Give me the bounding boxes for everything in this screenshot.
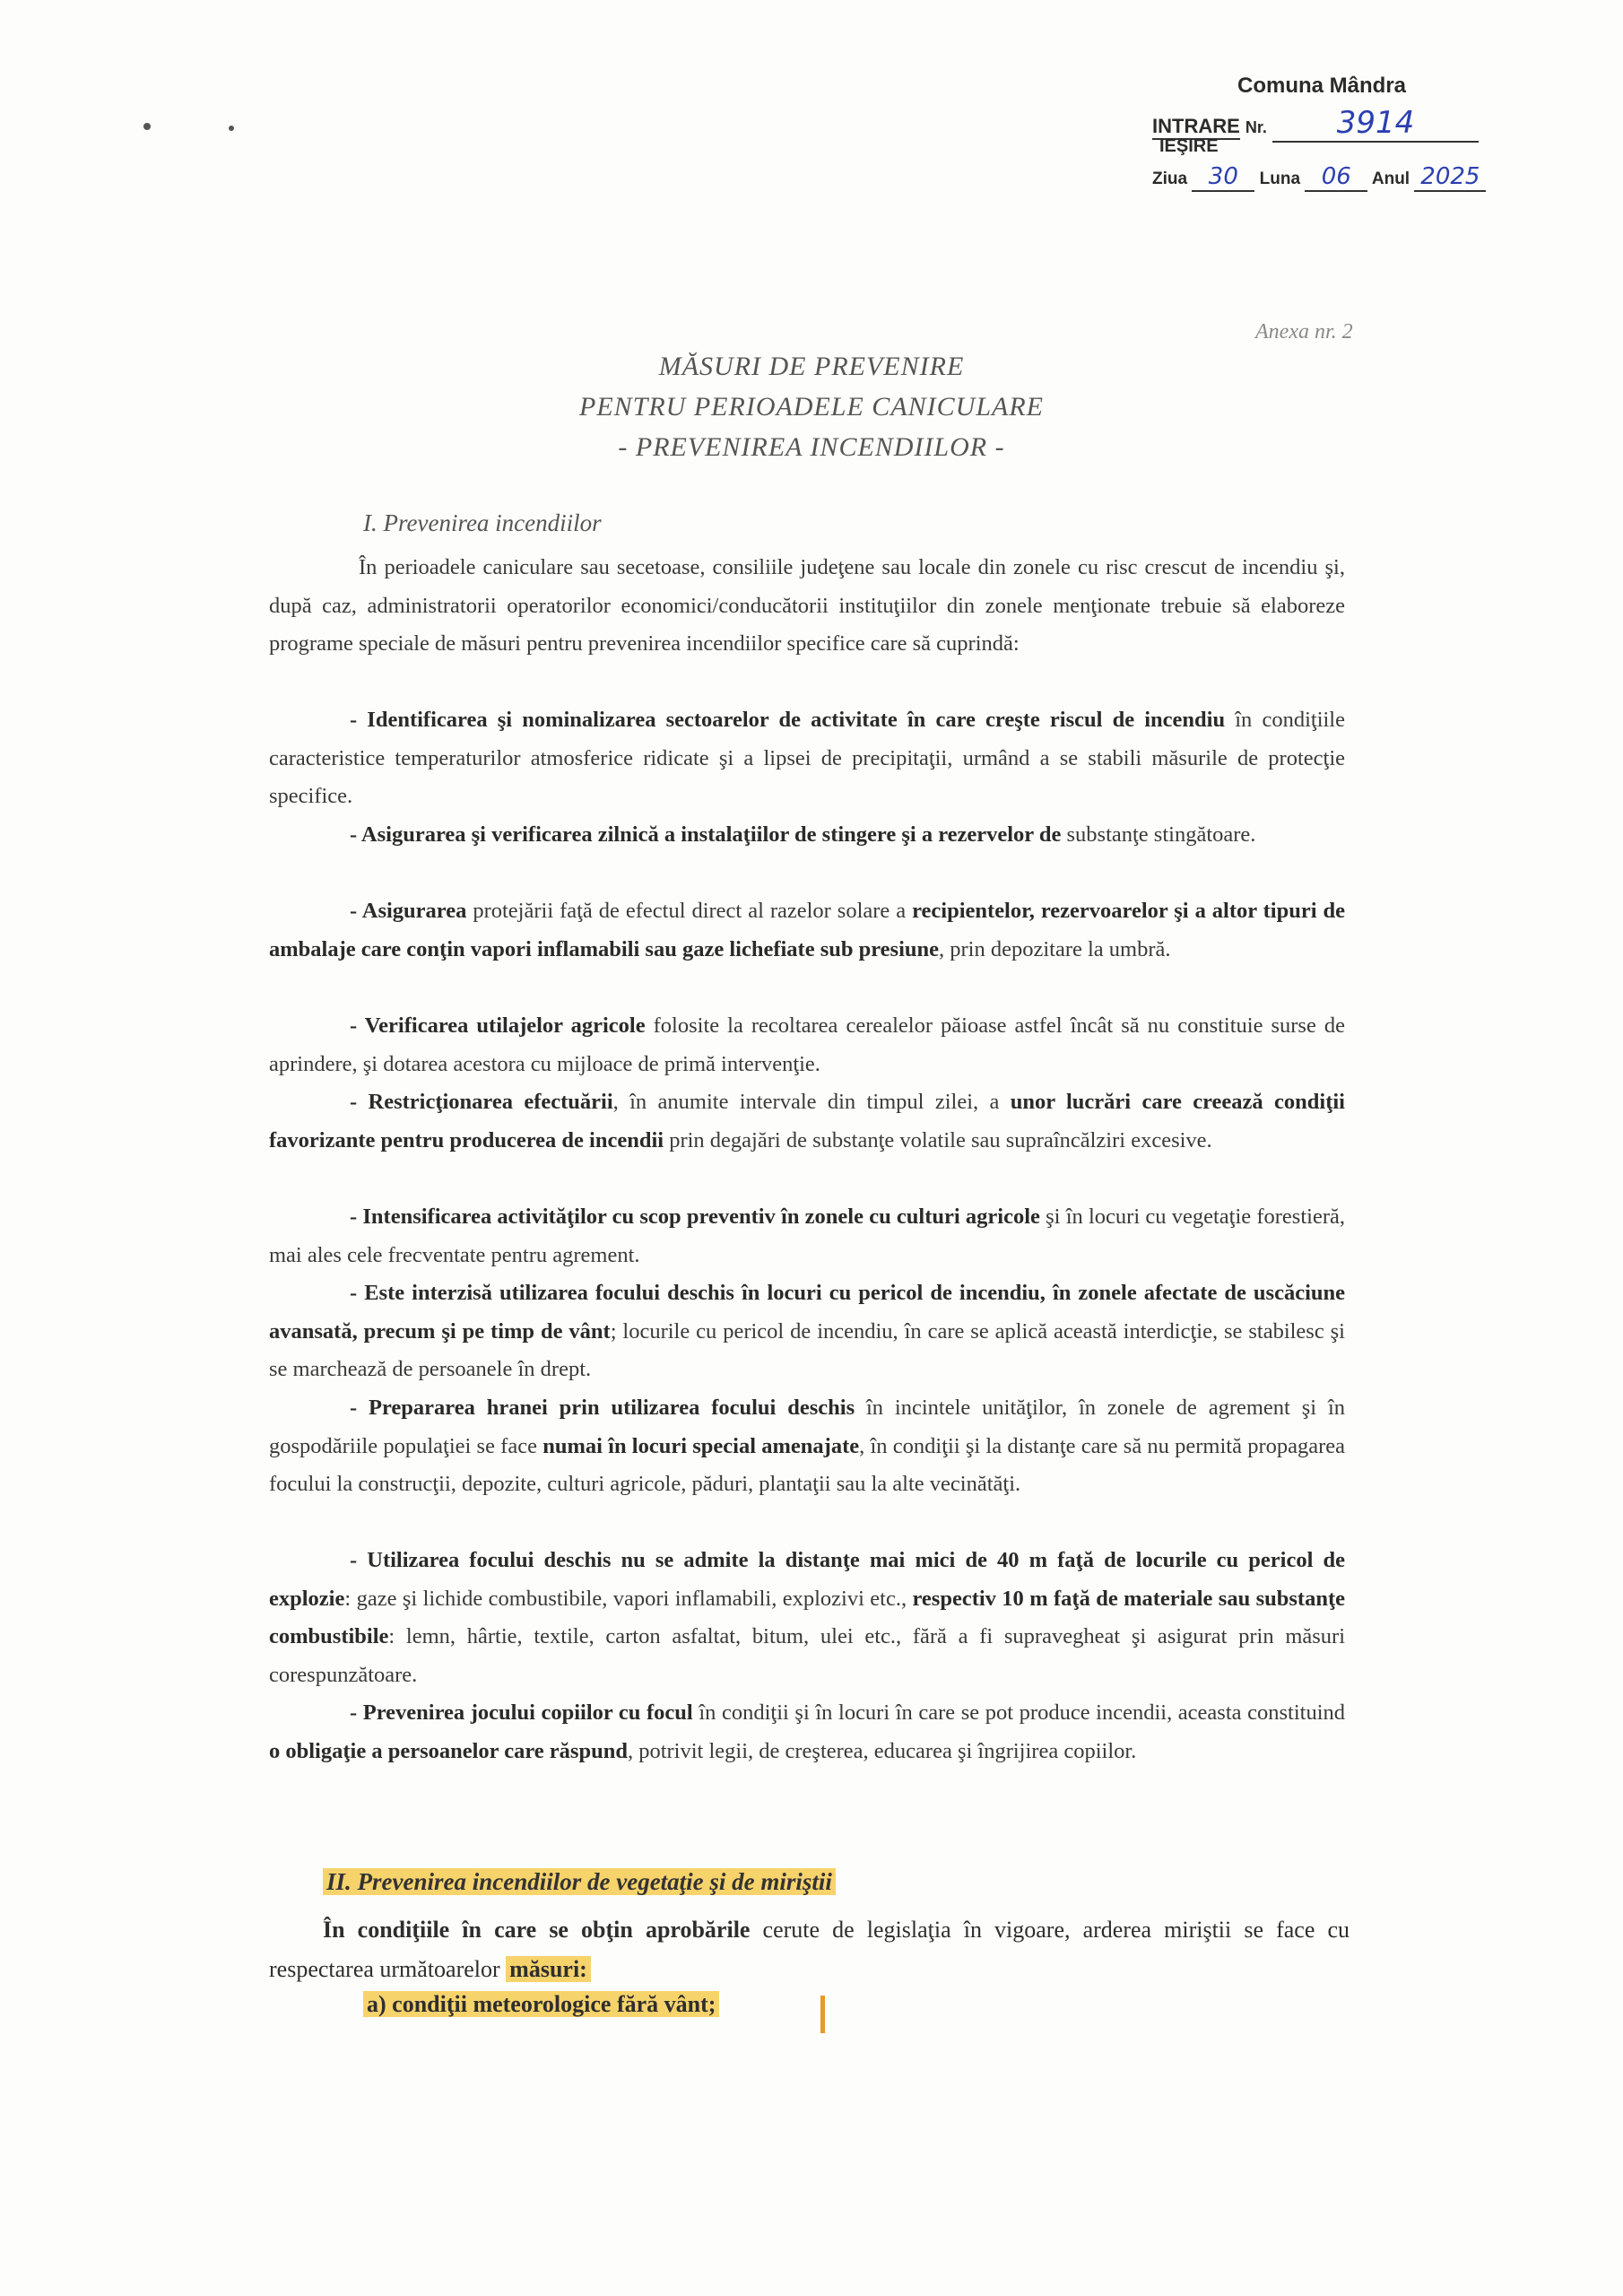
highlighter-mark [820,1996,825,2033]
measure-item: - Verificarea utilajelor agricole folosite la recoltarea cerealelor păioase astfel încât să nu constituie surse de aprindere, şi dotarea acestora cu mijloace de primă intervenţie. [269,1013,1345,1076]
measure-item: - Utilizarea focului deschis nu se admite la distanţe mai mici de 40 m faţă de locurile cu pericol de explozie: gaze şi lichide combustibile, vapori inflamabili, explozivi etc., respectiv 10 m faţă de materiale sau substanţe combustibile: lemn, hârtie, textile, carton asfaltat, bitum, ulei etc., fără a fi supravegheat şi asigurat prin măsuri corespunzătoare. [269,1548,1345,1687]
measure-item: - Asigurarea protejării faţă de efectul direct al razelor solare a recipientelor, rezervoarelor şi a altor tipuri de ambalaje care conţin vapori inflamabili sau gaze lichefiate sub presiune, prin depozitare la umbră. [269,899,1346,961]
registry-stamp [1152,74,1529,208]
stamp-anul-value: 2025 [1414,163,1486,192]
measure-item: - Asigurarea şi verificarea zilnică a instalaţiilor de stingere şi a rezervelor de substanţe stingătoare. [350,822,1256,847]
section-2-heading [323,1868,836,1896]
masuri-highlight: măsuri: [506,1956,591,1982]
measure-item: - Prepararea hranei prin utilizarea focului deschis în incintele unităţilor, în zonele de agrement şi în gospodăriile populaţiei se face numai în locuri special amenajate, în condiţii şi la distanţe care să nu permită propagarea focului la construcţii, depozite, culturi agricole, păduri, plantaţii sau la alte vecinătăţi. [269,1396,1346,1496]
stamp-iesire: IEŞIRE [1159,136,1219,156]
measure-item: - Identificarea şi nominalizarea sectoarelor de activitate în care creşte riscul de incendiu în condiţiile caracteristice temperaturilor atmosferice ridicate şi a lipsei de precipitaţii, urmând a se stabili măsurile de protecţie specifice. [269,708,1345,808]
stamp-luna-label: Luna [1259,170,1301,188]
section-2-intro: În condiţiile în care se obţin aprobările cerute de legislaţia în vigoare, arderea miriştii se face cu respectarea următoarelor măsuri: [269,1917,1350,1982]
stamp-anul-label: Anul [1371,170,1410,188]
section-1-intro: În perioadele caniculare sau secetoase, consiliile judeţene sau locale din zonele cu risc crescut de incendiu şi, după caz, administratorii operatorilor economici/conducătorii instituţiilor din zonele menţionate trebuie să elaboreze programe speciale de măsuri pentru prevenirea incendiilor specifice care să cuprindă: [269,555,1345,656]
title-line-1: MĂSURI DE PREVENIRE [658,352,965,381]
stamp-commune: Comuna Mândra [1237,74,1407,98]
section-2-heading-highlight: II. Prevenirea incendiilor de vegetaţie şi de miriştii [323,1868,836,1895]
stamp-ziua-value: 30 [1192,163,1254,192]
title-line-2: PENTRU PERIOADELE CANICULARE [579,392,1044,422]
scan-speck [229,126,234,131]
stamp-ziua-label: Ziua [1152,170,1188,188]
stamp-nr-label: Nr. [1245,118,1267,136]
stamp-intrare: INTRARE [1152,115,1240,140]
measure-item: - Prevenirea jocului copiilor cu focul în condiţii şi în locuri în care se pot produce incendii, aceasta constituind o obligaţie a persoanelor care răspund, potrivit legii, de creşterea, educarea şi îngrijirea copiilor. [269,1700,1345,1763]
measure-item: - Este interzisă utilizarea focului deschis în locuri cu pericol de incendiu, în zonele afectate de uscăciune avansată, precum şi pe timp de vânt; locurile cu pericol de incendiu, în care se aplică această interdicţie, se stabilesc şi se marchează de persoanele în drept. [269,1281,1345,1381]
measure-item: - Restricţionarea efectuării, în anumite intervale din timpul zilei, a unor lucrări care creează condiţii favorizante pentru producerea de incendii prin degajări de substanţe volatile sau supraîncălziri excesive. [269,1090,1345,1152]
stamp-nr-value: 3914 [1272,105,1479,143]
measure-item-a: a) condiţii meteorologice fără vânt; [363,1991,719,2018]
measure-item: - Intensificarea activităţilor cu scop preventiv în zonele cu culturi agricole şi în locuri cu vegetaţie forestieră, mai ales cele frecventate pentru agrement. [269,1205,1345,1267]
title-line-3: - PREVENIREA INCENDIILOR - [618,432,1005,462]
annex-label: Anexa nr. 2 [1255,320,1353,344]
stamp-luna-value: 06 [1305,163,1367,192]
scan-speck [143,123,151,130]
section-1-heading: I. Prevenirea incendiilor [363,509,602,536]
